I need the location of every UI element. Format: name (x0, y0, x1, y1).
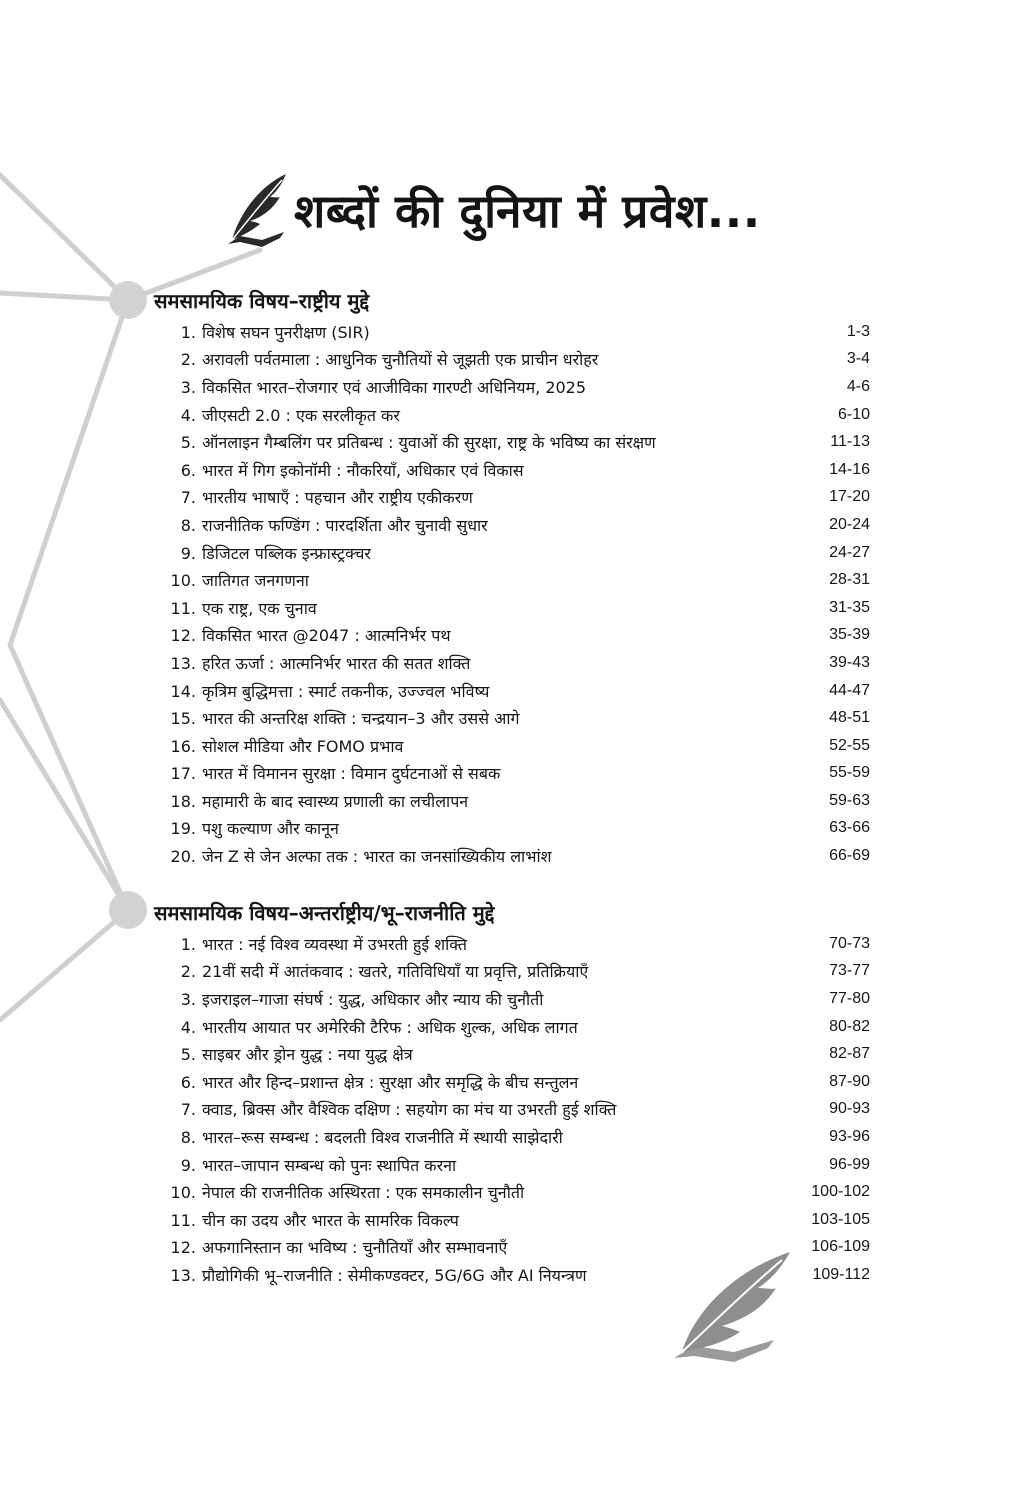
toc-entry-pages: 52-55 (829, 736, 870, 754)
toc-entry-title: विशेष सघन पुनरीक्षण (SIR) (202, 322, 370, 342)
toc-entry-title: महामारी के बाद स्वास्थ्य प्रणाली का लचीलापन (202, 791, 469, 811)
toc-entry-title: अफगानिस्तान का भविष्य : चुनौतियाँ और सम्भावनाएँ (202, 1238, 508, 1258)
toc-entry[interactable] (162, 539, 870, 567)
toc-entry-number: 10. (170, 1183, 196, 1203)
toc-entry[interactable] (162, 677, 870, 705)
toc-entry-pages: 77-80 (829, 989, 870, 1007)
toc-entry-pages: 82-87 (829, 1045, 870, 1063)
toc-entry-pages: 3-4 (846, 350, 870, 368)
toc-entry[interactable] (162, 373, 870, 401)
toc-entry[interactable] (162, 622, 870, 650)
toc-entry-number: 9. (180, 543, 196, 563)
toc-entry[interactable] (162, 760, 870, 788)
toc-entry-title: हरित ऊर्जा : आत्मनिर्भर भारत की सतत शक्ति (202, 653, 471, 673)
toc-entry[interactable] (162, 1206, 870, 1234)
toc-entry-text (162, 790, 468, 812)
toc-entry-pages: 11-13 (830, 433, 870, 451)
toc-entry-text (162, 486, 473, 508)
toc-entry[interactable] (162, 1040, 870, 1068)
section-international (150, 898, 870, 1289)
toc-entry-title: भारत में विमानन सुरक्षा : विमान दुर्घटनाओं से सबक (202, 764, 501, 784)
toc-entry-text (162, 404, 400, 426)
toc-entry-pages: 28-31 (829, 571, 870, 589)
toc-entry-text (162, 1154, 456, 1176)
toc-entry[interactable] (162, 511, 870, 539)
toc-entry-number: 20. (170, 847, 196, 867)
toc-entry-number: 4. (180, 1017, 196, 1037)
toc-entry-title: विकसित भारत @2047 : आत्मनिर्भर पथ (202, 626, 451, 646)
toc-entry-pages: 17-20 (829, 488, 870, 506)
toc-entry-title: सोशल मीडिया और FOMO प्रभाव (202, 736, 404, 756)
toc-entry-pages: 109-112 (812, 1265, 870, 1283)
toc-entry-number: 3. (180, 989, 196, 1009)
toc-entry-pages: 73-77 (829, 962, 870, 980)
toc-entry[interactable] (162, 1123, 870, 1151)
toc-entry[interactable] (162, 566, 870, 594)
toc-entry-text (162, 1098, 616, 1120)
toc-entry-title: प्रौद्योगिकी भू–राजनीति : सेमीकण्डक्टर, 5G/6G और AI नियन्त्रण (202, 1265, 587, 1285)
toc-entry-number: 1. (180, 322, 196, 342)
toc-entry-pages: 14-16 (829, 460, 870, 478)
toc-entry-pages: 55-59 (829, 764, 870, 782)
toc-entry-number: 6. (180, 460, 196, 480)
toc-entry[interactable] (162, 930, 870, 958)
toc-entry-number: 12. (170, 1238, 196, 1258)
toc-entry-pages: 39-43 (829, 653, 870, 671)
toc-entry-pages: 4-6 (846, 377, 870, 395)
toc-entry[interactable] (162, 958, 870, 986)
toc-entry[interactable] (162, 842, 870, 870)
toc-entry-text (162, 735, 403, 757)
toc-entry[interactable] (162, 649, 870, 677)
toc-entry-title: जेन Z से जेन अल्फा तक : भारत का जनसांख्यिकीय लाभांश (202, 847, 552, 867)
toc-entry-pages: 96-99 (829, 1155, 870, 1173)
toc-entry-title: भारत और हिन्द–प्रशान्त क्षेत्र : सुरक्षा और समृद्धि के बीच सन्तुलन (202, 1072, 579, 1092)
toc-entry-title: क्वाड, ब्रिक्स और वैश्विक दक्षिण : सहयोग का मंच या उभरती हुई शक्ति (202, 1100, 617, 1120)
toc-entry-pages: 90-93 (829, 1100, 870, 1118)
toc-entry-number: 14. (170, 681, 196, 701)
toc-entry-text (162, 1181, 524, 1203)
toc-entry-text (162, 1236, 507, 1258)
toc-entry-text (162, 652, 470, 674)
toc-entry-text (162, 707, 519, 729)
toc-list (162, 318, 870, 870)
toc-entry-pages: 93-96 (829, 1127, 870, 1145)
toc-entry-text (162, 680, 489, 702)
toc-entry[interactable] (162, 1068, 870, 1096)
toc-entry-pages: 70-73 (829, 934, 870, 952)
toc-entry-pages: 87-90 (829, 1072, 870, 1090)
toc-entry-text (162, 348, 598, 370)
toc-list (162, 930, 870, 1289)
toc-entry-number: 12. (170, 626, 196, 646)
toc-entry[interactable] (162, 985, 870, 1013)
toc-entry-text (162, 1209, 459, 1231)
toc-entry-title: भारत : नई विश्व व्यवस्था में उभरती हुई शक्ति (202, 934, 467, 954)
toc-entry-number: 11. (170, 598, 196, 618)
section-heading: समसामयिक विषय–राष्ट्रीय मुद्दे (154, 289, 370, 313)
toc-entry-pages: 44-47 (829, 681, 870, 699)
toc-entry-title: नेपाल की राजनीतिक अस्थिरता : एक समकालीन चुनौती (202, 1183, 525, 1203)
toc-entry-text (162, 431, 656, 453)
network-node (109, 891, 147, 929)
toc-entry-title: ऑनलाइन गैम्बलिंग पर प्रतिबन्ध : युवाओं की सुरक्षा, राष्ट्र के भविष्य का संरक्षण (202, 433, 656, 453)
section-national (150, 286, 870, 870)
toc-entry-number: 6. (180, 1072, 196, 1092)
page-title: शब्दों की दुनिया में प्रवेश... (294, 184, 761, 238)
toc-entry-pages: 20-24 (829, 515, 870, 533)
toc-entry[interactable] (162, 456, 870, 484)
toc-entry-pages: 48-51 (829, 709, 870, 727)
toc-entry-text (162, 845, 551, 867)
toc-entry-number: 3. (180, 377, 196, 397)
toc-entry-text (162, 1126, 563, 1148)
toc-entry[interactable] (162, 594, 870, 622)
toc-entry-text (162, 960, 588, 982)
toc-entry-number: 18. (170, 791, 196, 811)
toc-entry-number: 8. (180, 515, 196, 535)
toc-entry-text (162, 1016, 578, 1038)
toc-entry-text (162, 1043, 413, 1065)
toc-entry-pages: 6-10 (837, 405, 870, 423)
toc-entry[interactable] (162, 401, 870, 429)
toc-entry-number: 2. (180, 962, 196, 982)
toc-entry-title: कृत्रिम बुद्धिमत्ता : स्मार्ट तकनीक, उज्ज्वल भविष्य (202, 681, 490, 701)
toc-entry-title: जातिगत जनगणना (202, 571, 309, 591)
toc-entry[interactable] (162, 1013, 870, 1041)
toc-entry[interactable] (162, 428, 870, 456)
toc-entry-title: 21वीं सदी में आतंकवाद : खतरे, गतिविधियाँ या प्रवृत्ति, प्रतिक्रियाएँ (202, 962, 589, 982)
toc-entry-number: 7. (180, 1100, 196, 1120)
toc-entry-text (162, 597, 317, 619)
toc-entry[interactable] (162, 1261, 870, 1289)
toc-entry[interactable] (162, 318, 870, 346)
toc-entry-title: जीएसटी 2.0 : एक सरलीकृत कर (202, 405, 400, 425)
feather-book-icon (226, 170, 288, 250)
toc-entry[interactable] (162, 484, 870, 512)
toc-entry-pages: 66-69 (829, 847, 870, 865)
toc-entry[interactable] (162, 346, 870, 374)
toc-entry-pages: 80-82 (829, 1017, 870, 1035)
toc-entry-title: इजराइल–गाजा संघर्ष : युद्ध, अधिकार और न्याय की चुनौती (202, 989, 544, 1009)
toc-entry-title: चीन का उदय और भारत के सामरिक विकल्प (202, 1210, 459, 1230)
toc-entry-number: 8. (180, 1127, 196, 1147)
toc-entry-number: 16. (170, 736, 196, 756)
toc-entry-text (162, 988, 543, 1010)
toc-entry-title: भारतीय भाषाएँ : पहचान और राष्ट्रीय एकीकरण (202, 488, 473, 508)
toc-entry-pages: 100-102 (811, 1183, 870, 1201)
toc-entry-pages: 35-39 (829, 626, 870, 644)
toc-entry-pages: 31-35 (829, 598, 870, 616)
toc-entry-number: 7. (180, 488, 196, 508)
toc-entry-number: 4. (180, 405, 196, 425)
toc-entry[interactable] (162, 1234, 870, 1262)
toc-entry-title: साइबर और ड्रोन युद्ध : नया युद्ध क्षेत्र (202, 1045, 413, 1065)
toc-entry-number: 1. (180, 934, 196, 954)
toc-entry-title: भारत में गिग इकोनॉमी : नौकरियाँ, अधिकार एवं विकास (202, 460, 524, 480)
toc-entry-text (162, 542, 371, 564)
section-heading: समसामयिक विषय–अन्तर्राष्ट्रीय/भू–राजनीति मुद्दे (154, 901, 495, 925)
toc-entry-number: 17. (170, 764, 196, 784)
toc-entry[interactable] (162, 1151, 870, 1179)
toc-entry-pages: 63-66 (829, 819, 870, 837)
toc-entry-text (162, 321, 370, 343)
page-header (226, 160, 761, 260)
network-node (109, 281, 147, 319)
toc-entry-number: 15. (170, 709, 196, 729)
toc-entry-pages: 24-27 (829, 543, 870, 561)
toc-entry-text (162, 817, 339, 839)
toc-entry-pages: 103-105 (811, 1210, 870, 1228)
toc-entry-number: 5. (180, 1045, 196, 1065)
toc-entry[interactable] (162, 1096, 870, 1124)
toc-entry-title: एक राष्ट्र, एक चुनाव (202, 598, 317, 618)
toc-entry-number: 13. (170, 653, 196, 673)
toc-entry-title: भारत–जापान सम्बन्ध को पुनः स्थापित करना (202, 1155, 457, 1175)
toc-entry-number: 13. (170, 1265, 196, 1285)
toc-entry[interactable] (162, 787, 870, 815)
toc-entry-title: भारत–रूस सम्बन्ध : बदलती विश्व राजनीति में स्थायी साझेदारी (202, 1127, 563, 1147)
toc-entry-number: 2. (180, 350, 196, 370)
toc-entry-number: 19. (170, 819, 196, 839)
toc-entry-title: भारतीय आयात पर अमेरिकी टैरिफ : अधिक शुल्क, अधिक लागत (202, 1017, 578, 1037)
toc-entry[interactable] (162, 704, 870, 732)
toc-entry-text (162, 459, 524, 481)
toc-entry[interactable] (162, 1178, 870, 1206)
toc-entry-title: अरावली पर्वतमाला : आधुनिक चुनौतियों से जूझती एक प्राचीन धरोहर (202, 350, 599, 370)
toc-entry[interactable] (162, 815, 870, 843)
toc-entry-pages: 59-63 (829, 791, 870, 809)
toc-entry-text (162, 514, 488, 536)
toc-entry-text (162, 762, 500, 784)
toc-entry-title: पशु कल्याण और कानून (202, 819, 339, 839)
toc-entry[interactable] (162, 732, 870, 760)
toc-entry-number: 9. (180, 1155, 196, 1175)
toc-entry-title: डिजिटल पब्लिक इन्फ्रास्ट्रक्चर (202, 543, 371, 563)
toc-entry-title: विकसित भारत–रोजगार एवं आजीविका गारण्टी अधिनियम, 2025 (202, 377, 587, 397)
toc-entry-text (162, 376, 586, 398)
toc-entry-number: 5. (180, 433, 196, 453)
toc-entry-text (162, 1264, 587, 1286)
toc-entry-pages: 106-109 (811, 1238, 870, 1256)
toc-entry-text (162, 933, 467, 955)
toc-entry-text (162, 569, 309, 591)
toc-entry-number: 10. (170, 571, 196, 591)
toc-entry-text (162, 624, 451, 646)
toc-entry-number: 11. (170, 1210, 196, 1230)
toc-entry-pages: 1-3 (846, 322, 870, 340)
toc-entry-title: भारत की अन्तरिक्ष शक्ति : चन्द्रयान–3 और उससे आगे (202, 709, 520, 729)
toc-entry-title: राजनीतिक फण्डिंग : पारदर्शिता और चुनावी सुधार (202, 515, 488, 535)
toc-entry-text (162, 1071, 578, 1093)
